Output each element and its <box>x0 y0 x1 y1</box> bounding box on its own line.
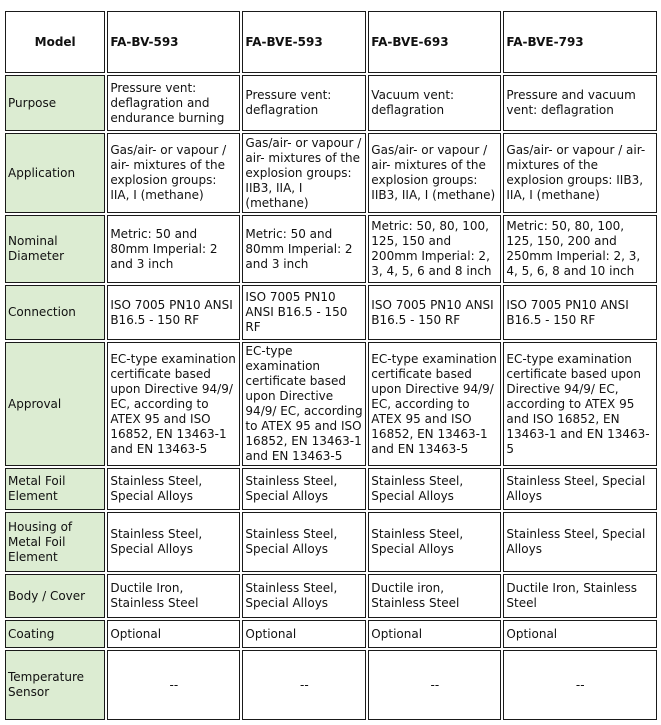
row-label: Application <box>5 133 105 213</box>
table-cell: Gas/air- or vapour / air- mixtures of the explosion groups: IIB3, IIA, I (methane) <box>368 133 501 213</box>
table-cell: Stainless Steel, Special Alloys <box>368 512 501 572</box>
table-row-purpose <box>5 75 657 131</box>
row-label: Metal Foil Element <box>5 468 105 510</box>
table-row-approval <box>5 342 657 466</box>
table-cell: EC-type examination certificate based upon Directive 94/9/ EC, according to ATEX 95 and ISO 16852, EN 13463-1 and EN 13463-5 <box>503 342 657 466</box>
table-cell: Metric: 50, 80, 100, 125, 150, 200 and 250mm Imperial: 2, 3, 4, 5, 6, 8 and 10 inch <box>503 215 657 283</box>
table-row-coating <box>5 620 657 648</box>
table-cell: Ductile Iron, Stainless Steel <box>107 574 240 618</box>
row-label: Housing of Metal Foil Element <box>5 512 105 572</box>
table-cell: ISO 7005 PN10 ANSI B16.5 - 150 RF <box>107 285 240 340</box>
table-cell: Optional <box>107 620 240 648</box>
table-cell: ISO 7005 PN10 ANSI B16.5 - 150 RF <box>503 285 657 340</box>
table-cell: Pressure vent: deflagration <box>242 75 366 131</box>
table-cell: Stainless Steel, Special Alloys <box>503 512 657 572</box>
table-cell: Metric: 50 and 80mm Imperial: 2 and 3 inch <box>242 215 366 283</box>
row-label: Temperature Sensor <box>5 650 105 720</box>
table-cell: ISO 7005 PN10 ANSI B16.5 - 150 RF <box>242 285 366 340</box>
table-cell: ISO 7005 PN10 ANSI B16.5 - 150 RF <box>368 285 501 340</box>
table-row-nominal-diameter <box>5 215 657 283</box>
table-cell: Vacuum vent: deflagration <box>368 75 501 131</box>
table-row-housing <box>5 512 657 572</box>
table-cell: Gas/air- or vapour / air- mixtures of the explosion groups: IIB3, IIA, I (methane) <box>242 133 366 213</box>
table-cell: Pressure and vacuum vent: deflagration <box>503 75 657 131</box>
table-row-connection <box>5 285 657 340</box>
table-cell: Optional <box>503 620 657 648</box>
model-header: Model <box>5 11 105 73</box>
table-cell: Ductile iron, Stainless Steel <box>368 574 501 618</box>
table-cell: -- <box>503 650 657 720</box>
table-cell: Ductile Iron, Stainless Steel <box>503 574 657 618</box>
row-label: Approval <box>5 342 105 466</box>
row-label: Coating <box>5 620 105 648</box>
table-cell: Stainless Steel, Special Alloys <box>242 512 366 572</box>
header-row <box>5 11 657 73</box>
table-row-application <box>5 133 657 213</box>
table-cell: Stainless Steel, Special Alloys <box>503 468 657 510</box>
model-name: FA-BVE-593 <box>242 11 366 73</box>
table-cell: Stainless Steel, Special Alloys <box>242 468 366 510</box>
table-cell: Stainless Steel, Special Alloys <box>368 468 501 510</box>
table-cell: Stainless Steel, Special Alloys <box>242 574 366 618</box>
table-cell: Stainless Steel, Special Alloys <box>107 512 240 572</box>
table-cell: Gas/air- or vapour / air- mixtures of the explosion groups: IIB3, IIA, I (methane) <box>503 133 657 213</box>
spec-table <box>3 9 659 722</box>
table-cell: -- <box>242 650 366 720</box>
row-label: Body / Cover <box>5 574 105 618</box>
table-row-temperature-sensor <box>5 650 657 720</box>
table-cell: EC-type examination certificate based upon Directive 94/9/ EC, according to ATEX 95 and ISO 16852, EN 13463-1 and EN 13463-5 <box>242 342 366 466</box>
table-row-metal-foil-element <box>5 468 657 510</box>
row-label: Purpose <box>5 75 105 131</box>
table-cell: Stainless Steel, Special Alloys <box>107 468 240 510</box>
table-cell: Optional <box>242 620 366 648</box>
table-row-body-cover <box>5 574 657 618</box>
table-cell: Pressure vent: deflagration and endurance burning <box>107 75 240 131</box>
table-cell: Metric: 50 and 80mm Imperial: 2 and 3 inch <box>107 215 240 283</box>
table-cell: EC-type examination certificate based upon Directive 94/9/ EC, according to ATEX 95 and ISO 16852, EN 13463-1 and EN 13463-5 <box>107 342 240 466</box>
model-name: FA-BVE-693 <box>368 11 501 73</box>
model-name: FA-BVE-793 <box>503 11 657 73</box>
table-cell: -- <box>107 650 240 720</box>
table-cell: -- <box>368 650 501 720</box>
table-cell: Optional <box>368 620 501 648</box>
row-label: Connection <box>5 285 105 340</box>
model-name: FA-BV-593 <box>107 11 240 73</box>
row-label: Nominal Diameter <box>5 215 105 283</box>
table-cell: Metric: 50, 80, 100, 125, 150 and 200mm Imperial: 2, 3, 4, 5, 6 and 8 inch <box>368 215 501 283</box>
table-cell: EC-type examination certificate based upon Directive 94/9/ EC, according to ATEX 95 and ISO 16852, EN 13463-1 and EN 13463-5 <box>368 342 501 466</box>
table-cell: Gas/air- or vapour / air- mixtures of the explosion groups: IIA, I (methane) <box>107 133 240 213</box>
